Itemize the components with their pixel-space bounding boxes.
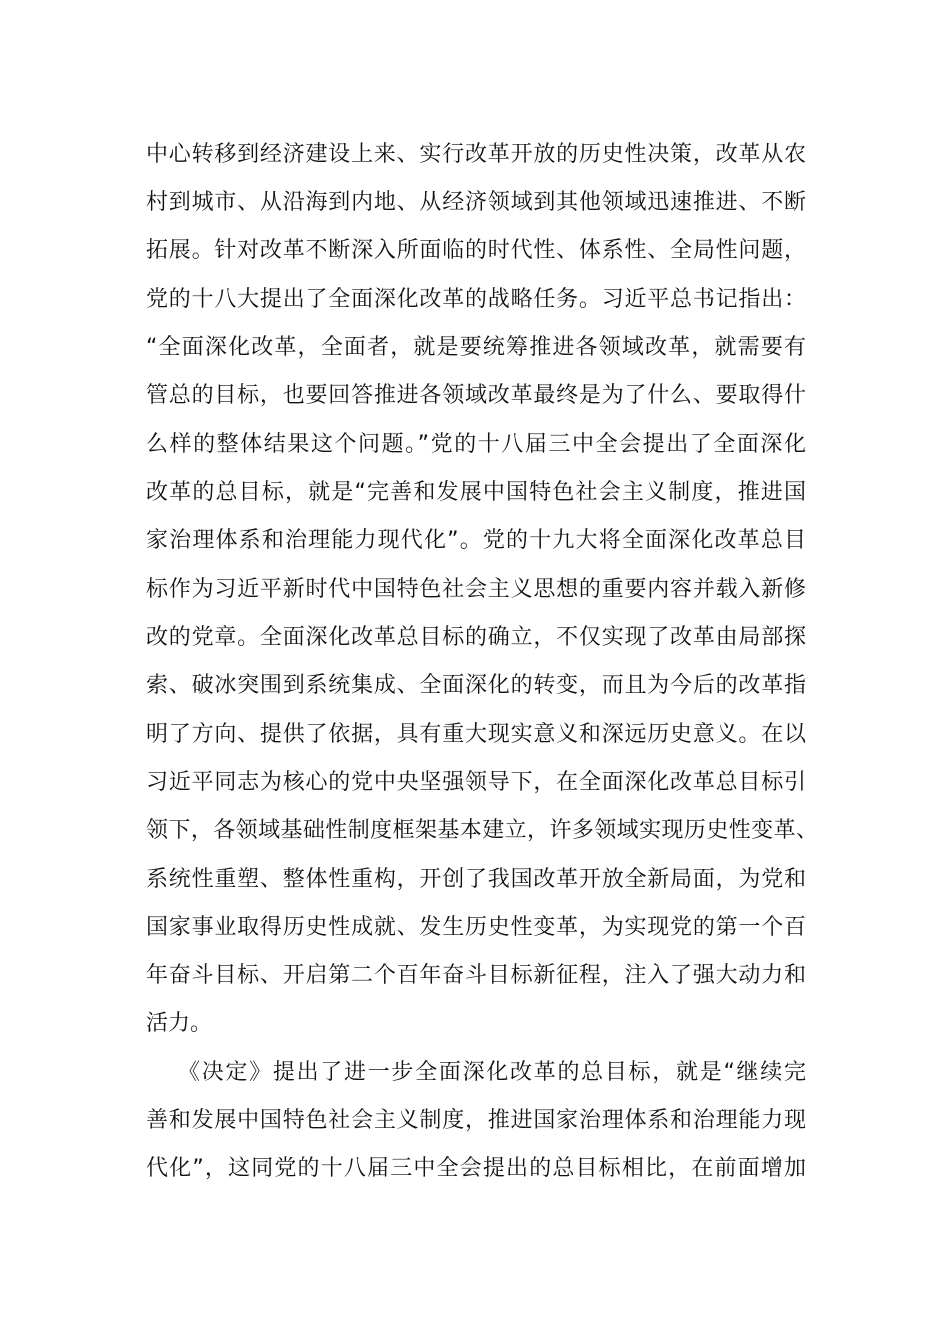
text-line: 标作为习近平新时代中国特色社会主义思想的重要内容并载入新修 bbox=[146, 577, 806, 602]
text-line: “全面深化改革，全面者，就是要统筹推进各领域改革，就需要有 bbox=[146, 335, 806, 360]
text-line: 系统性重塑、整体性重构，开创了我国改革开放全新局面，为党和 bbox=[146, 867, 806, 892]
text-line: 《决定》提出了进一步全面深化改革的总目标，就是“继续完 bbox=[178, 1060, 806, 1085]
text-line: 改的党章。全面深化改革总目标的确立，不仅实现了改革由局部探 bbox=[146, 625, 806, 650]
text-line: 村到城市、从沿海到内地、从经济领域到其他领域迅速推进、不断 bbox=[146, 190, 806, 215]
text-line: 善和发展中国特色社会主义制度，推进国家治理体系和治理能力现 bbox=[146, 1108, 806, 1133]
text-line: 家治理体系和治理能力现代化”。党的十九大将全面深化改革总目 bbox=[146, 528, 806, 553]
text-line: 管总的目标，也要回答推进各领域改革最终是为了什么、要取得什 bbox=[146, 383, 806, 408]
text-line: 国家事业取得历史性成就、发生历史性变革，为实现党的第一个百 bbox=[146, 915, 806, 940]
text-line: 代化”，这同党的十八届三中全会提出的总目标相比，在前面增加 bbox=[146, 1156, 806, 1181]
text-line: 领下，各领域基础性制度框架基本建立，许多领域实现历史性变革、 bbox=[146, 818, 818, 843]
text-line: 索、破冰突围到系统集成、全面深化的转变，而且为今后的改革指 bbox=[146, 673, 806, 698]
text-line: 么样的整体结果这个问题。”党的十八届三中全会提出了全面深化 bbox=[146, 432, 806, 457]
text-line: 拓展。针对改革不断深入所面临的时代性、体系性、全局性问题， bbox=[146, 238, 806, 263]
text-line: 改革的总目标，就是“完善和发展中国特色社会主义制度，推进国 bbox=[146, 480, 806, 505]
text-line: 习近平同志为核心的党中央坚强领导下，在全面深化改革总目标引 bbox=[146, 770, 806, 795]
text-line: 明了方向、提供了依据，具有重大现实意义和深远历史意义。在以 bbox=[146, 722, 806, 747]
text-line: 年奋斗目标、开启第二个百年奋斗目标新征程，注入了强大动力和 bbox=[146, 963, 806, 988]
text-line: 活力。 bbox=[146, 1011, 213, 1036]
text-line: 党的十八大提出了全面深化改革的战略任务。习近平总书记指出： bbox=[146, 287, 806, 312]
text-line: 中心转移到经济建设上来、实行改革开放的历史性决策，改革从农 bbox=[146, 142, 806, 167]
